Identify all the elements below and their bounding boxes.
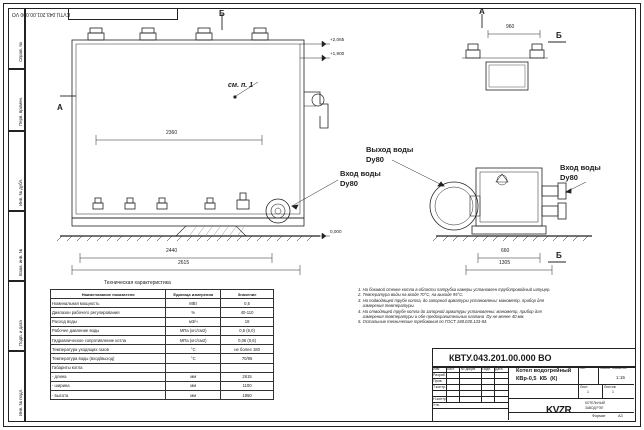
tb-sheet-value: 1: [587, 390, 589, 394]
spec-row: [51, 299, 274, 308]
note-line: 5. Остальные технические требования по ГОСТ 188.030.133-84.: [358, 319, 488, 325]
spec-cell-unit: м3/ч: [166, 317, 221, 326]
tb-h2: [432, 378, 508, 379]
callout-outlet-line1: Выход воды: [366, 145, 414, 154]
spec-row: [51, 308, 274, 317]
callout-outlet-line2: Dy80: [366, 155, 384, 164]
spec-cell-unit: МПа (кгс/см2): [166, 326, 221, 335]
spec-cell-name: Рабочее давление воды: [51, 326, 166, 335]
spec-cell-name: Номинальная мощность: [51, 299, 166, 308]
technical-notes: [358, 287, 628, 325]
title-line-2: КВр-0,5 КБ (К): [516, 376, 558, 382]
spec-table: [50, 289, 274, 400]
dim-2615: 2615: [178, 260, 190, 266]
spec-cell-unit: °С: [166, 354, 221, 363]
callout-inlet-right-line1: Вход воды: [560, 163, 601, 172]
note-see-p1: см. п. 1: [228, 82, 254, 89]
company-logo: [546, 400, 571, 418]
spec-cell-value: 18: [221, 317, 274, 326]
spec-cell-name: Габариты котла: [51, 363, 166, 372]
tb-mass-label: Масса: [600, 366, 611, 370]
note-line: 1. На боковой стенке котла в области патрубка камеры установлен трубопроводный штуцер.: [358, 287, 551, 292]
tb-v8: [598, 366, 599, 384]
elev-0000: 0,000: [330, 229, 342, 234]
tb-role-prov: Пров.: [433, 379, 443, 383]
spec-cell-value: 1100: [221, 381, 274, 390]
spec-cell-unit: МПа (кгс/см2): [166, 335, 221, 344]
spec-cell-unit: мм: [166, 381, 221, 390]
title-line-1: Котел водогрейный: [516, 368, 572, 374]
dim-660: 660: [501, 248, 510, 254]
tb-col-izm: Изм: [433, 367, 440, 371]
note-line: 4. На отводящей трубе котла до запорной арматуры установлены: манометр, прибор для: [358, 308, 542, 314]
spec-row: [51, 381, 274, 390]
tb-role-tkontr: Т.контр.: [433, 385, 447, 389]
spec-header-0: Наименование показателя: [51, 290, 166, 299]
spec-cell-name: Расход воды: [51, 317, 166, 326]
elev-2065: +2,065: [330, 37, 345, 42]
designation-text: КВТУ.043.201.00.000 ВО: [449, 353, 552, 363]
top-left-stamp-text: KVTU.043.201.00.000 VO: [11, 11, 70, 17]
spec-cell-value: [221, 363, 274, 372]
spec-row: [51, 372, 274, 381]
spec-cell-value: 40-110: [221, 308, 274, 317]
elev-1900: +1,900: [330, 51, 345, 56]
tb-role-utv: Утв.: [433, 403, 440, 407]
margin-label-0: Справ. №: [18, 42, 23, 62]
tb-sheet-label: Лист: [580, 385, 588, 389]
dim-1305: 1305: [499, 260, 511, 266]
spec-cell-value: 70/95: [221, 354, 274, 363]
logo-main: KVZR: [546, 405, 572, 416]
tb-h4: [432, 390, 508, 391]
spec-row: [51, 317, 274, 326]
note-line: измерения температуры.: [358, 303, 415, 309]
spec-row: [51, 391, 274, 400]
note-line: 3. На подводящей трубе котла, до запорной арматуры установлены: манометр, прибор для: [358, 297, 544, 303]
view-label-b-right-bottom: Б: [556, 251, 562, 260]
spec-cell-unit: мм: [166, 391, 221, 400]
spec-header-1: Единица измерения: [166, 290, 221, 299]
logo-sub-2: ЗАВОД РЭП: [585, 406, 604, 410]
spec-cell-value: 0,5: [221, 299, 274, 308]
spec-cell-name: Температура воды (вход/выход): [51, 354, 166, 363]
tb-h9: [508, 398, 634, 399]
spec-row: [51, 326, 274, 335]
spec-row: [51, 345, 274, 354]
margin-label-2: Инв. № дубл.: [18, 178, 23, 206]
tb-role-razrab: Разраб.: [433, 373, 446, 377]
format-label: Формат: [592, 414, 606, 418]
spec-cell-value: 0,06 (0,6): [221, 335, 274, 344]
spec-cell-name: - ширина: [51, 381, 166, 390]
tb-col-data: Дата: [495, 367, 503, 371]
tb-col-podp: Подп.: [482, 367, 492, 371]
spec-cell-unit: мм: [166, 372, 221, 381]
spec-cell-name: Диапазон рабочего регулирования: [51, 308, 166, 317]
tb-scale-value: 1:15: [616, 375, 625, 380]
spec-cell-name: Гидравлическое сопротивление котла: [51, 335, 166, 344]
margin-label-1: Перв. примен.: [18, 96, 23, 126]
spec-cell-unit: МВт: [166, 299, 221, 308]
spec-cell-name: Температура уходящих газов: [51, 345, 166, 354]
margin-label-3: Взам. инв. №: [18, 248, 23, 276]
callout-inlet-left-line1: Вход воды: [340, 169, 381, 178]
logo-sub-1: КОТЕЛЬНЫЙ: [585, 401, 605, 405]
spec-cell-value: 1950: [221, 391, 274, 400]
tb-role-nkontr: Н.контр.: [433, 397, 447, 401]
tb-scale-label: Масштаб: [612, 366, 627, 370]
format-value: A3: [618, 414, 623, 418]
tb-v7: [578, 366, 579, 384]
spec-title: Техническая характеристика: [104, 280, 171, 286]
tb-col-list: Лист: [447, 367, 455, 371]
dim-2360: 2360: [166, 130, 178, 136]
view-label-a-right: А: [479, 7, 485, 16]
view-label-b-right-top: Б: [556, 31, 562, 40]
spec-row: [51, 363, 274, 372]
margin-label-4: Подп. и дата: [18, 320, 23, 346]
dim-2440: 2440: [166, 248, 178, 254]
callout-inlet-left-line2: Dy80: [340, 179, 358, 188]
spec-header-row: [51, 290, 274, 299]
tb-v10: [602, 384, 603, 398]
note-line: 2. Температура воды на входе 70°С, на выходе 95°С.: [358, 292, 464, 298]
tb-h7: [432, 408, 508, 409]
spec-row: [51, 354, 274, 363]
spec-cell-name: - длина: [51, 372, 166, 381]
spec-cell-name: - высота: [51, 391, 166, 400]
note-line: измерения температуры и обе предохранительных клапана Dy не менее 40 мм.: [358, 314, 525, 320]
view-label-b-top: Б: [219, 9, 225, 18]
spec-header-2: Значение: [221, 290, 274, 299]
tb-h6: [432, 402, 508, 403]
spec-cell-value: 0,6 (6,0): [221, 326, 274, 335]
tb-lit-label: Лит.: [580, 366, 587, 370]
margin-label-5: Инв. № подл.: [18, 388, 23, 416]
view-label-a-left: А: [57, 103, 63, 112]
spec-cell-unit: %: [166, 308, 221, 317]
spec-cell-unit: °С: [166, 345, 221, 354]
spec-cell-value: не более 180: [221, 345, 274, 354]
tb-v9: [578, 384, 579, 398]
tb-col-docum: № докум.: [461, 367, 476, 371]
tb-sheets-value: 1: [612, 390, 614, 394]
spec-cell-value: 2615: [221, 372, 274, 381]
dim-960: 960: [506, 24, 515, 30]
callout-inlet-right-line2: Dy80: [560, 173, 578, 182]
spec-cell-unit: [166, 363, 221, 372]
spec-row: [51, 335, 274, 344]
tb-sheets-label: Листов: [604, 385, 616, 389]
